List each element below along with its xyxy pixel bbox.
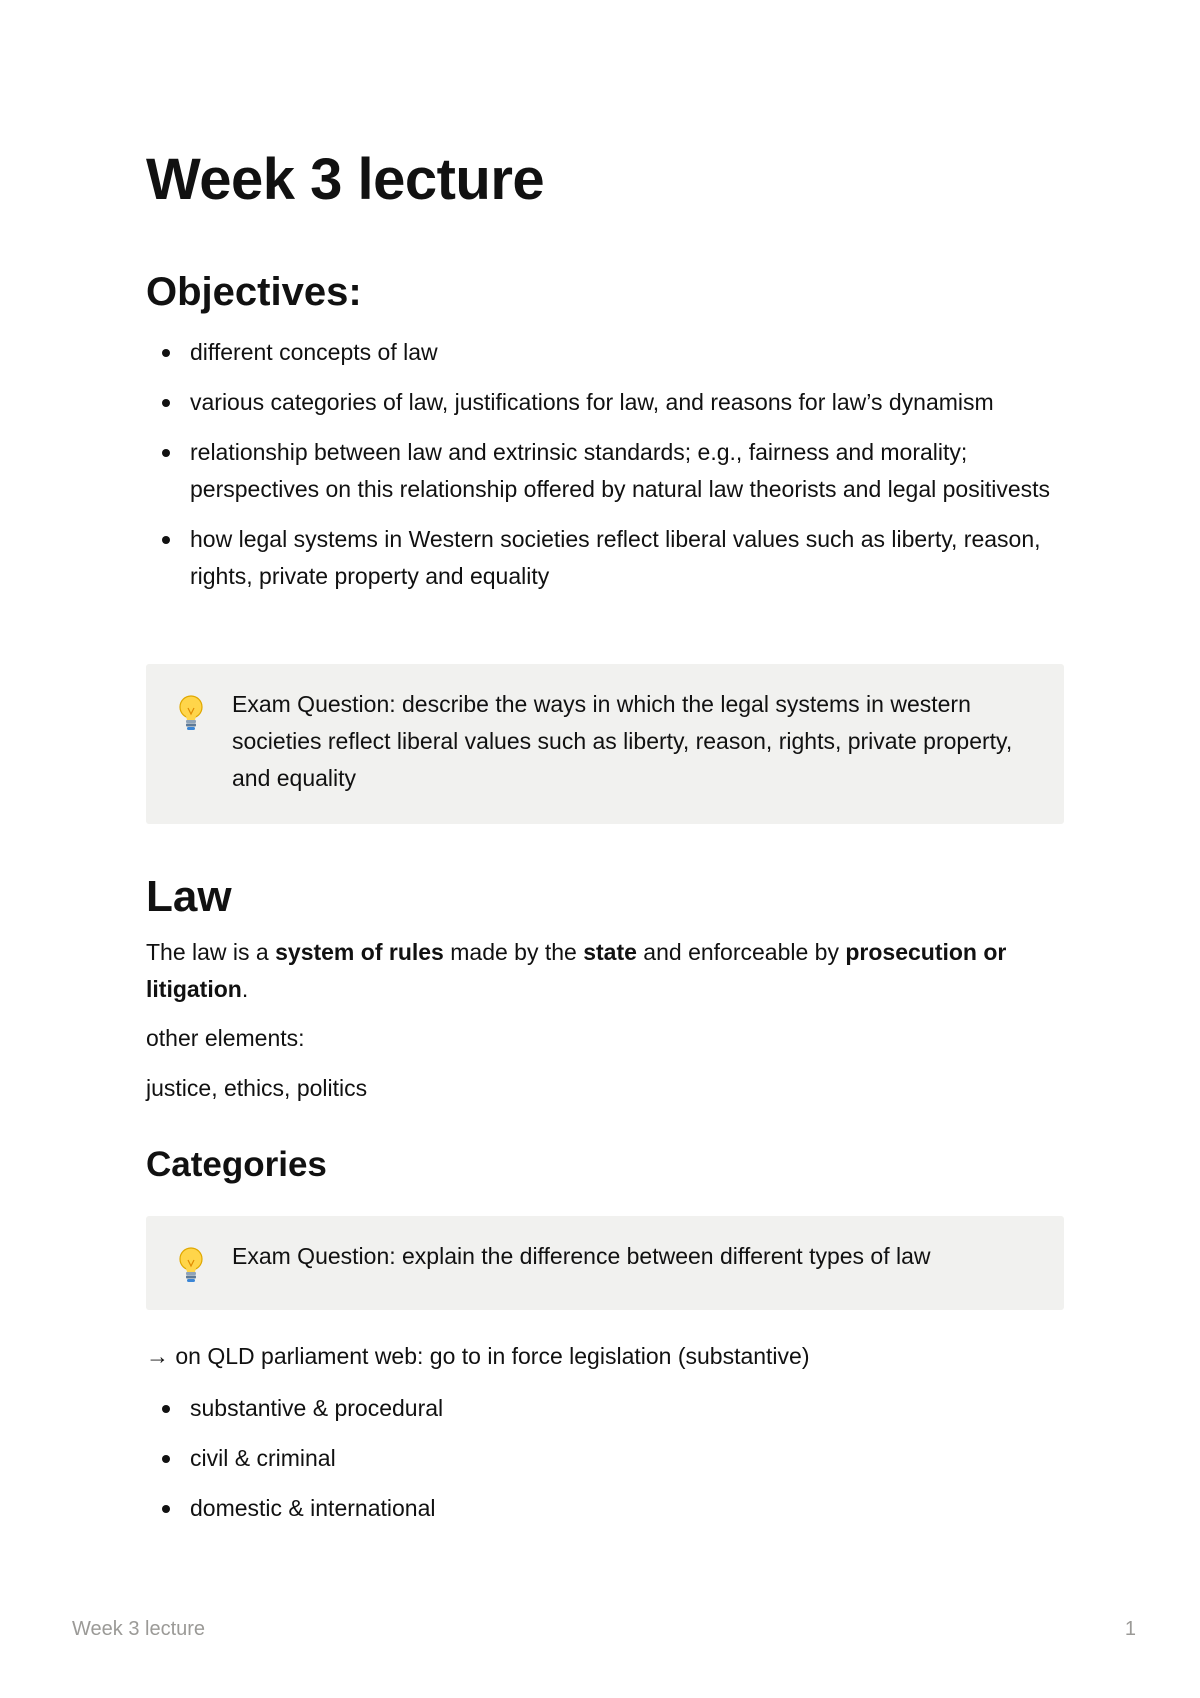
- definition-text: made by the: [443, 939, 584, 965]
- page-title: Week 3 lecture: [146, 147, 545, 212]
- definition-text: .: [241, 976, 249, 1002]
- page-number: 1: [1124, 1618, 1136, 1640]
- list-item: civil & criminal: [146, 1440, 1064, 1477]
- other-elements-values: justice, ethics, politics: [146, 1075, 368, 1101]
- footer-title: Week 3 lecture: [72, 1618, 206, 1640]
- exam-question-callout: [146, 664, 1064, 824]
- exam-question-callout: [146, 1216, 1064, 1310]
- list-item: various categories of law, justifications for law, and reasons for law’s dynamism: [146, 384, 1064, 421]
- qld-parliament-note: → on QLD parliament web: go to in force legislation (substantive): [146, 1343, 810, 1369]
- objectives-heading: Objectives:: [146, 270, 362, 314]
- law-heading: Law: [146, 872, 232, 921]
- lightbulb-icon: [176, 694, 206, 736]
- list-item: relationship between law and extrinsic standards; e.g., fairness and morality; perspectives on this relationship offered by natural law theorists and legal positivests: [146, 434, 1064, 508]
- callout-text: Exam Question: describe the ways in which the legal systems in western societies reflect liberal values such as liberty, reason, rights, private property, and equality: [232, 691, 1013, 791]
- definition-bold: system of rules: [275, 939, 444, 965]
- definition-bold: state: [583, 939, 637, 965]
- list-item: how legal systems in Western societies reflect liberal values such as liberty, reason, rights, private property and equality: [146, 521, 1064, 595]
- definition-text: and enforceable by: [636, 939, 846, 965]
- definition-bold: prosecution or litigation: [146, 939, 1007, 1002]
- objectives-list: [146, 334, 1064, 608]
- lightbulb-icon: [176, 1246, 206, 1288]
- law-definition: [146, 934, 1064, 1008]
- categories-heading: Categories: [146, 1145, 327, 1184]
- definition-text: The law is a: [146, 939, 276, 965]
- categories-list: [146, 1390, 1064, 1540]
- list-item: different concepts of law: [146, 334, 1064, 371]
- callout-text: Exam Question: explain the difference between different types of law: [232, 1243, 931, 1269]
- list-item: domestic & international: [146, 1490, 1064, 1527]
- list-item: substantive & procedural: [146, 1390, 1064, 1427]
- other-elements-label: other elements:: [146, 1025, 305, 1051]
